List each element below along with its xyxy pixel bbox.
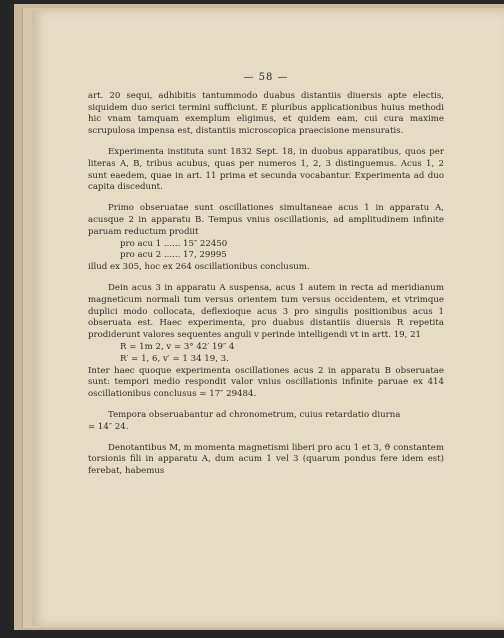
equation-r-prime: R′ = 1, 6, v′ = 1 34 19, 3. xyxy=(120,353,229,364)
oscillation-count-line: illud ex 305, hoc ex 264 oscillationibus conclusum. xyxy=(88,262,310,273)
measurement-acus-1: pro acu 1 ...... 15″ 22450 xyxy=(120,238,228,249)
paragraph-4: Dein acus 3 in apparatu A suspensa, acus 1 autem in recta ad meridianum magneticum normali tum versus orientem tum versus occidentem, et vtrimque duplici modo collocata, deflexioque acus 3 pro singulis positionibus acus 1 obseruata est. Haec experimenta, pro duabus distantiis diuersis R repetita prodiderunt valores sequentes anguli v perinde intelligendi vt in artt. 19, 21 xyxy=(88,282,444,341)
paragraph-5: Inter haec quoque experimenta oscillationes acus 2 in apparatu B obseruatae sunt: tempori medio respondit valor vnius oscillationis infinite paruae ex 414 oscillationibus conclusus = 17″ 29484. xyxy=(88,365,444,400)
page-number: — 58 — xyxy=(243,72,289,83)
paragraph-3: Primo obseruatae sunt oscillationes simultaneae acus 1 in apparatu A, acusque 2 in apparatu B. Tempus vnius oscillationis, ad amplitudinem infinite paruam reductum prodiit xyxy=(88,203,444,237)
paragraph-2: Experimenta instituta sunt 1832 Sept. 18, in duobus apparatibus, quos per literas A, B, tribus acubus, quas per numeros 1, 2, 3 distinguemus. Acus 1, 2 sunt eaedem, quae in art. 11 prima et secunda vocabantur. Experimenta ad duo capita discedunt. xyxy=(88,146,444,193)
page-text xyxy=(88,72,444,478)
measurement-acus-2: pro acu 2 ...... 17, 29995 xyxy=(120,250,227,261)
paragraph-1: art. 20 sequi, adhibitis tantummodo duabus distantiis diuersis apte electis, siquidem duo serici termini sufficiunt. E pluribus applicationibus huius methodi hic vnam tamquam exemplum eligimus, et quidem eam, cui cura maxime scrupulosa impensa est, distantiis microscopica praecisione mensuratis. xyxy=(88,90,444,137)
retardation-value: = 14″ 24. xyxy=(88,421,129,432)
paragraph-7: Denotantibus M, m momenta magnetismi liberi pro acu 1 et 3, ϑ constantem torsionis fili in apparatu A, dum acum 1 vel 3 (quarum pondus fere idem est) ferebat, habemus xyxy=(88,442,444,477)
paragraph-6: Tempora obseruabantur ad chronometrum, cuius retardatio diurna xyxy=(108,409,401,420)
equation-r: R = 1m 2, v = 3° 42′ 19″ 4 xyxy=(120,341,235,352)
